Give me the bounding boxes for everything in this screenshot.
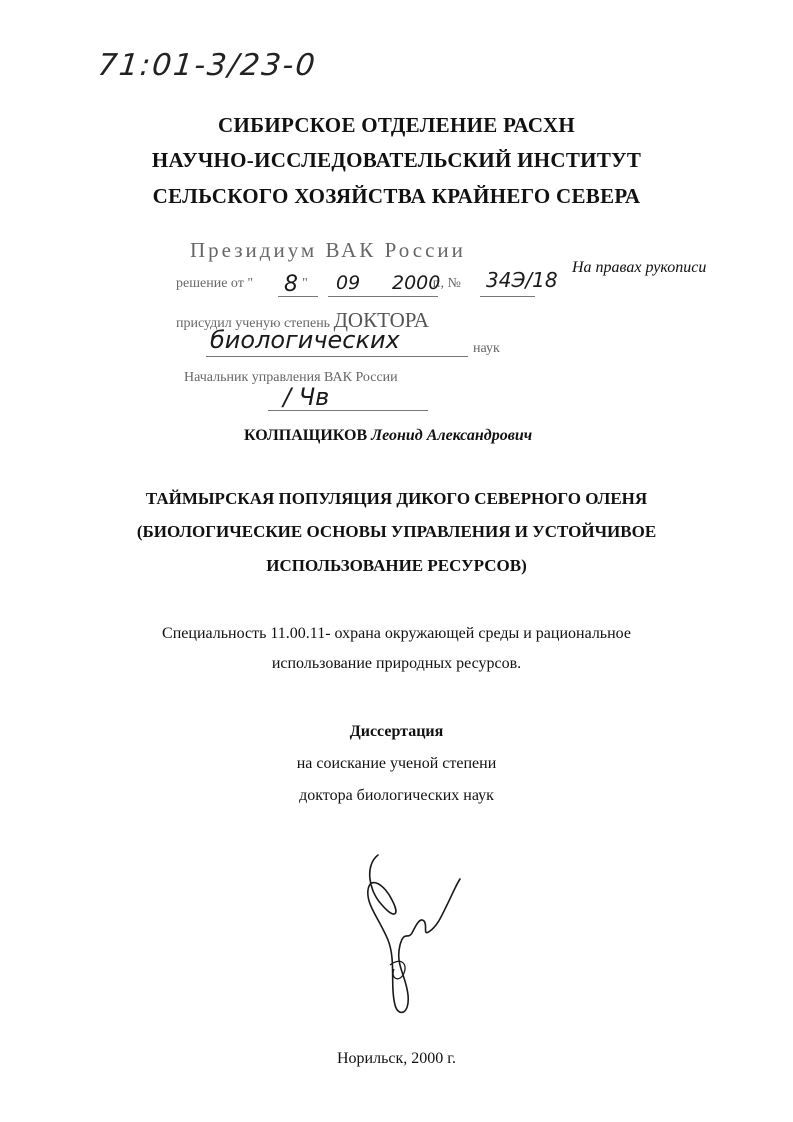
stamp-number-handwritten: 34Э/18 xyxy=(486,268,558,292)
manuscript-note: На правах рукописи xyxy=(572,259,707,276)
place-year: Норильск, 2000 г. xyxy=(336,1050,457,1067)
stamp-signature-handwritten: / Чв xyxy=(283,383,330,411)
stamp-year-handwritten: 2000 xyxy=(392,272,441,294)
dissertation-title-line-1: ТАЙМЫРСКАЯ ПОПУЛЯЦИЯ ДИКОГО СЕВЕРНОГО ОЛЕНЯ xyxy=(145,489,648,508)
stamp-head-line: Начальник управления ВАК России xyxy=(184,370,398,385)
stamp-awarded-prefix: присудил ученую степень xyxy=(176,316,331,331)
stamp-title: Президиум ВАК России xyxy=(190,238,466,262)
archive-number: 71:01-3/23-0 xyxy=(96,48,319,83)
dissertation-title-line-3: ИСПОЛЬЗОВАНИЕ РЕСУРСОВ) xyxy=(266,556,527,575)
specialty-line-2: использование природных ресурсов. xyxy=(271,655,522,672)
author-surname: КОЛПАЩИКОВ xyxy=(244,427,368,444)
specialty-line-1: Специальность 11.00.11- охрана окружающей среды и рациональное xyxy=(162,625,631,642)
institution-line-3: СЕЛЬСКОГО ХОЗЯЙСТВА КРАЙНЕГО СЕВЕРА xyxy=(152,184,641,208)
dissertation-degree-line-1: на соискание ученой степени xyxy=(296,755,497,772)
dissertation-degree-line-2: доктора биологических наук xyxy=(299,787,494,804)
vak-stamp xyxy=(168,228,558,413)
dissertation-label: Диссертация xyxy=(349,723,444,740)
author-given-names: Леонид Александрович xyxy=(371,427,533,444)
stamp-quote: " xyxy=(302,276,308,291)
stamp-degree: ДОКТОРА xyxy=(333,308,429,332)
institution-line-1: СИБИРСКОЕ ОТДЕЛЕНИЕ РАСХН xyxy=(218,113,575,137)
stamp-month-handwritten: 09 xyxy=(336,272,361,294)
stamp-decision-prefix: решение от " xyxy=(176,276,254,291)
stamp-day-handwritten: 8 xyxy=(284,272,298,297)
dissertation-title-line-2: (БИОЛОГИЧЕСКИЕ ОСНОВЫ УПРАВЛЕНИЯ И УСТОЙЧИВОЕ xyxy=(136,522,657,541)
stamp-science-handwritten: биологических xyxy=(210,326,400,354)
stamp-year-suffix: г., № xyxy=(432,276,461,291)
stamp-science-suffix: наук xyxy=(473,341,500,356)
author-signature xyxy=(360,845,465,1020)
institution-line-2: НАУЧНО-ИССЛЕДОВАТЕЛЬСКИЙ ИНСТИТУТ xyxy=(151,148,642,172)
author-name xyxy=(244,427,532,445)
